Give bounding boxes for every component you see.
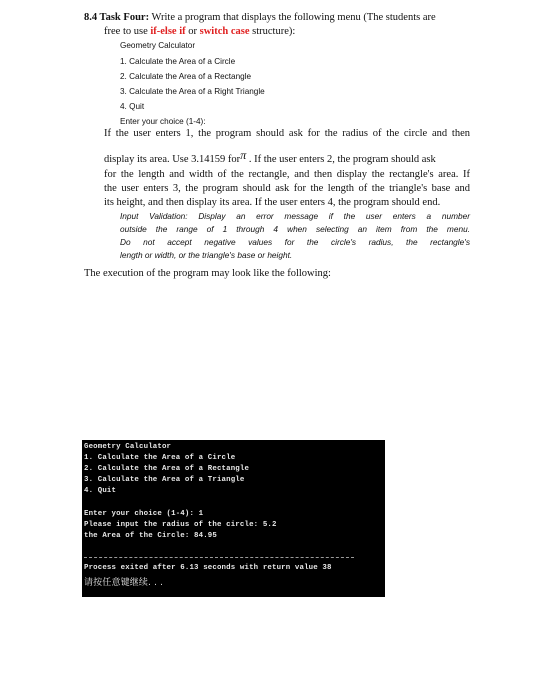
description-line-4: the user enters 3, the program should ask for the length of the triangle's base and <box>104 183 470 194</box>
console-line: 3. Calculate the Area of a Triangle <box>84 476 245 484</box>
validation-line-1: Input Validation: Display an error message if the user enters a number <box>120 211 470 221</box>
keyword-if-else-if: if-else if <box>150 26 186 37</box>
description-line-2 <box>104 148 470 166</box>
console-output <box>82 440 385 597</box>
description-line-2a: display its area. Use 3.14159 for <box>104 154 241 165</box>
description-line-3: for the length and width of the rectangle, and then display the rectangle's area. If <box>104 169 470 180</box>
task-intro-2a: free to use <box>104 26 151 37</box>
task-heading-line <box>84 12 436 23</box>
task-heading: 8.4 Task Four: <box>84 12 150 23</box>
validation-line-4: length or width, or the triangle's base or height. <box>120 250 293 260</box>
menu-item-4: 4. Quit <box>120 102 145 111</box>
menu-prompt: Enter your choice (1-4): <box>120 117 206 126</box>
menu-title: Geometry Calculator <box>120 41 196 50</box>
task-intro-or: or <box>185 26 200 37</box>
execution-intro: The execution of the program may look like the following: <box>84 268 331 279</box>
task-intro-2b: structure): <box>249 26 296 37</box>
input-validation <box>120 210 470 262</box>
console-line: 1. Calculate the Area of a Circle <box>84 454 236 462</box>
pi-symbol: π <box>240 148 247 162</box>
task-intro-1: Write a program that displays the following menu (The students are <box>149 12 436 23</box>
console-line: 4. Quit <box>84 487 117 495</box>
keyword-switch-case: switch case <box>199 26 250 37</box>
validation-line-2: outside the range of 1 through 4 when selecting an item from the menu. <box>120 224 470 234</box>
validation-line-3: Do not accept negative values for the circle's radius, the rectangle's <box>120 237 470 247</box>
description-line-5: its height, and then display its area. If the user enters 4, the program should end. <box>104 197 441 208</box>
console-line: Enter your choice (1-4): 1 <box>84 510 204 518</box>
description-line-1: If the user enters 1, the program should ask for the radius of the circle and then <box>104 128 470 139</box>
console-line: 2. Calculate the Area of a Rectangle <box>84 465 250 473</box>
console-line: 请按任意键继续. . . <box>84 578 164 588</box>
console-line: the Area of the Circle: 84.95 <box>84 532 217 540</box>
menu-item-2: 2. Calculate the Area of a Rectangle <box>120 72 252 81</box>
task-intro-line-2 <box>104 26 295 37</box>
menu-item-1: 1. Calculate the Area of a Circle <box>120 57 236 66</box>
menu-item-3: 3. Calculate the Area of a Right Triangle <box>120 87 265 96</box>
console-separator <box>84 557 354 558</box>
console-line: Please input the radius of the circle: 5.2 <box>84 521 277 529</box>
console-line: Process exited after 6.13 seconds with return value 38 <box>84 564 332 572</box>
console-line: Geometry Calculator <box>84 443 172 451</box>
description-line-2b: . If the user enters 2, the program should ask <box>246 154 436 165</box>
